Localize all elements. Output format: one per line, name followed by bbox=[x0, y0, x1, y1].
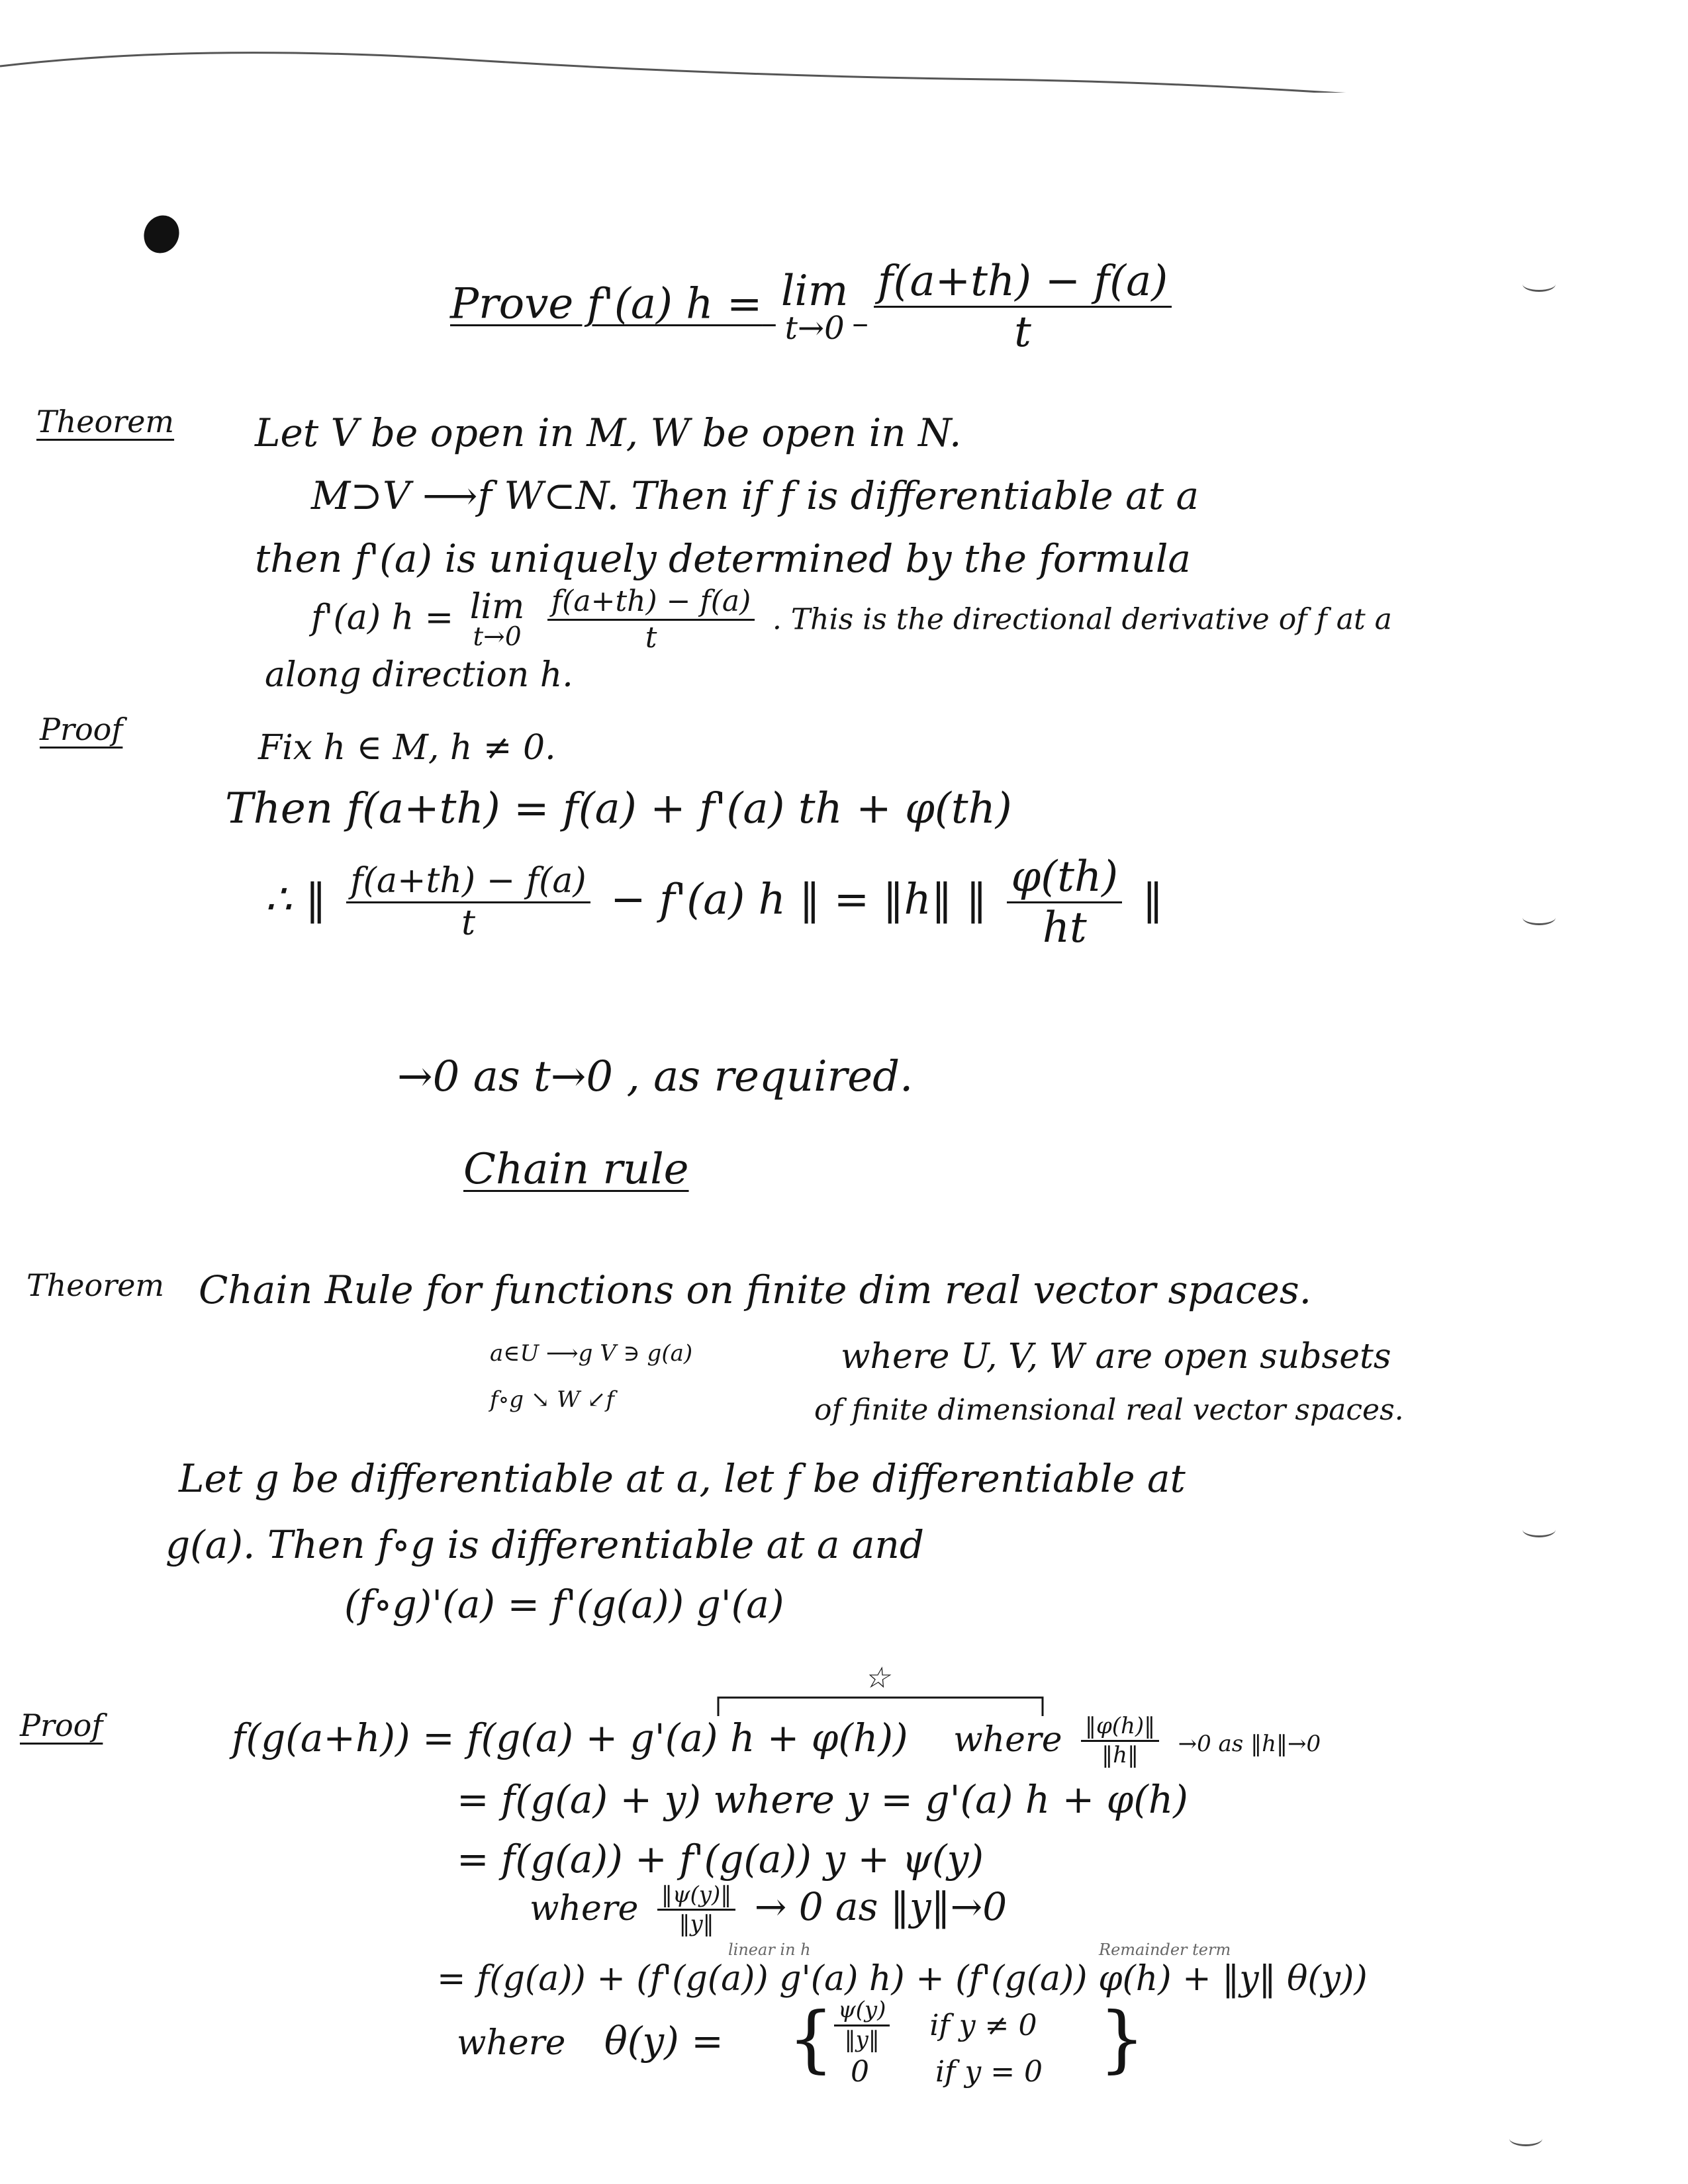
scan-edge-tick bbox=[1509, 2131, 1542, 2146]
scan-edge-tick bbox=[1523, 1522, 1556, 1537]
theorem-line: M⊃V ⟶f W⊂N. Then if f is differentiable at a bbox=[311, 473, 1199, 518]
theorem-label: Theorem bbox=[26, 1267, 165, 1303]
proof-line: Then f(a+th) = f(a) + f'(a) th + φ(th) bbox=[225, 784, 1012, 833]
scan-edge-tick bbox=[1523, 277, 1556, 292]
piecewise-cases: $\frac{\psi(y)}{‖y‖}$ if y ≠ 0 0 if y = 0 bbox=[834, 2002, 1043, 2095]
theorem-line: Let V be open in M, W be open in N. bbox=[255, 410, 962, 455]
proof-line: where θ(y) = bbox=[457, 2019, 724, 2064]
theorem-formula: (f∘g)'(a) = f'(g(a)) g'(a) bbox=[344, 1582, 784, 1627]
theorem-line: Let g be differentiable at a, let f be differentiable at bbox=[179, 1456, 1186, 1501]
proof-label: Proof bbox=[40, 711, 123, 747]
theorem-line: along direction h. bbox=[265, 655, 573, 695]
proof-label: Proof bbox=[20, 1707, 103, 1743]
commutative-diagram-top: a∈U ⟶g V ∋ g(a) bbox=[490, 1340, 693, 1367]
proof-line: Fix h ∈ M, h ≠ 0. bbox=[258, 728, 556, 768]
section-heading: Chain rule bbox=[463, 1145, 689, 1194]
proof-line: = f(g(a)) + f'(g(a)) y + ψ(y) bbox=[457, 1837, 984, 1882]
theorem-formula: f'(a) h = lim t→0 $\frac{f(a+th) - f(a)}{t}$ . This is the directional derivative of f at a bbox=[311, 584, 1392, 655]
annotation-note: linear in h bbox=[728, 1940, 811, 1959]
theorem-line: Chain Rule for functions on finite dim real vector spaces. bbox=[199, 1267, 1312, 1312]
proof-line: f(g(a+h)) = f(g(a) + g'(a) h + φ(h)) where $\frac{‖\varphi(h)‖}{‖h‖}$ →0 as ‖h‖→0 bbox=[232, 1713, 1321, 1769]
theorem-line: g(a). Then f∘g is differentiable at a and bbox=[165, 1522, 924, 1567]
theorem-line: then f'(a) is uniquely determined by the formula bbox=[255, 536, 1191, 581]
scan-edge-tick bbox=[1523, 910, 1556, 925]
scan-edge-line bbox=[0, 40, 1688, 93]
overbrace-line bbox=[715, 1691, 1046, 1717]
proof-line: where $\frac{‖\psi(y)‖}{‖y‖}$ → 0 as ‖y‖→0 bbox=[530, 1882, 1008, 1938]
right-brace: } bbox=[1099, 1996, 1145, 2081]
commutative-diagram-bottom: f∘g ↘ W ↙f bbox=[490, 1387, 614, 1413]
star-mark: ☆ bbox=[864, 1661, 890, 1695]
annotation-note: Remainder term bbox=[1099, 1940, 1231, 1959]
theorem-line: of finite dimensional real vector spaces. bbox=[814, 1393, 1404, 1427]
proof-conclusion: →0 as t→0 , as required. bbox=[397, 1052, 914, 1101]
theorem-label: Theorem bbox=[36, 404, 175, 439]
page-title: Prove f'(a) h = lim t→0 $\frac{f(a+th) - f(a)}{t}$ bbox=[450, 258, 1178, 356]
theorem-line: where U, V, W are open subsets bbox=[841, 1337, 1391, 1377]
punch-hole-mark bbox=[138, 210, 185, 259]
proof-equation: ∴ ‖ $\frac{f(a+th) - f(a)}{t}$ − f'(a) h ‖ = ‖h‖ ‖ $\frac{\varphi(th)}{ht}$ ‖ bbox=[265, 852, 1164, 953]
proof-line: = f(g(a)) + (f'(g(a)) g'(a) h) + (f'(g(a)) φ(h) + ‖y‖ θ(y)) bbox=[437, 1959, 1368, 1999]
proof-line: = f(g(a) + y) where y = g'(a) h + φ(h) bbox=[457, 1777, 1188, 1822]
left-brace: { bbox=[788, 1996, 834, 2081]
